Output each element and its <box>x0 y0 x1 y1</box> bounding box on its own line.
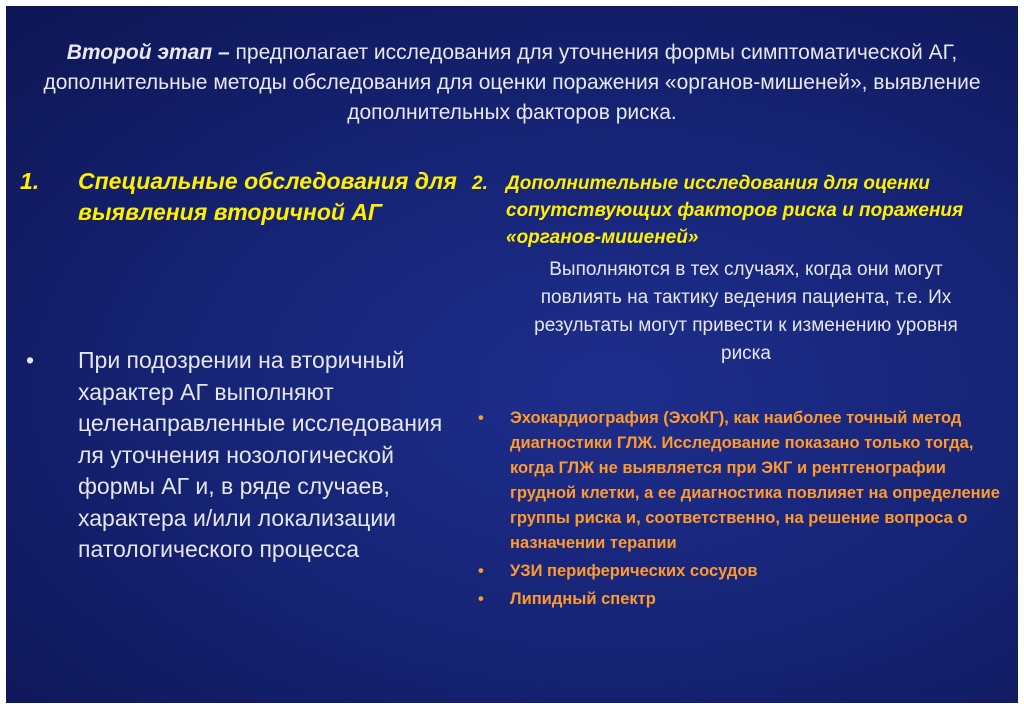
slide-title <box>26 38 998 128</box>
title-rest: предполагает исследования для уточнения формы симптоматической АГ, дополнительные методы обследования для оценки поражения «органов-мишеней», выявление дополнительных факторов риска. <box>43 41 981 124</box>
left-bullet-text: При подозрении на вторичный характер АГ выполняют целенаправленные исследования ля уточнения нозологической формы АГ и, в ряде случаев, характера и/или локализации патологического процесса <box>78 347 443 562</box>
bullet-marker: • <box>478 590 484 608</box>
bullet-marker: • <box>478 562 484 580</box>
right-heading-number: 2. <box>472 173 488 194</box>
list-item-text: УЗИ периферических сосудов <box>510 562 758 580</box>
left-heading-number: 1. <box>20 168 40 194</box>
slide <box>6 6 1018 703</box>
list-item <box>472 406 1002 556</box>
right-note: Выполняются в тех случаях, когда они могут повлиять на тактику ведения пациента, т.е. Их результаты могут привести к изменению уровня риска <box>534 259 958 364</box>
list-item <box>472 587 1002 612</box>
left-heading-text: Специальные обследования для выявления вторичной АГ <box>78 168 457 225</box>
right-heading-text: Дополнительные исследования для оценки сопутствующих факторов риска и поражения «органов-мишеней» <box>506 173 964 248</box>
bullet-marker: • <box>26 347 35 373</box>
list-item-text: Липидный спектр <box>510 590 656 608</box>
title-lead: Второй этап – <box>66 41 230 64</box>
list-item-text: Эхокардиография (ЭхоКГ), как наиболее точный метод диагностики ГЛЖ. Исследование показано только тогда, когда ГЛЖ не выявляется при ЭКГ и рентгенографии грудной клетки, а ее диагностика повлияет на определение группы риска и, соответственно, на решение вопроса о назначении терапии <box>510 409 1000 552</box>
right-list <box>472 406 1002 615</box>
bullet-marker: • <box>478 409 484 427</box>
list-item <box>472 559 1002 584</box>
